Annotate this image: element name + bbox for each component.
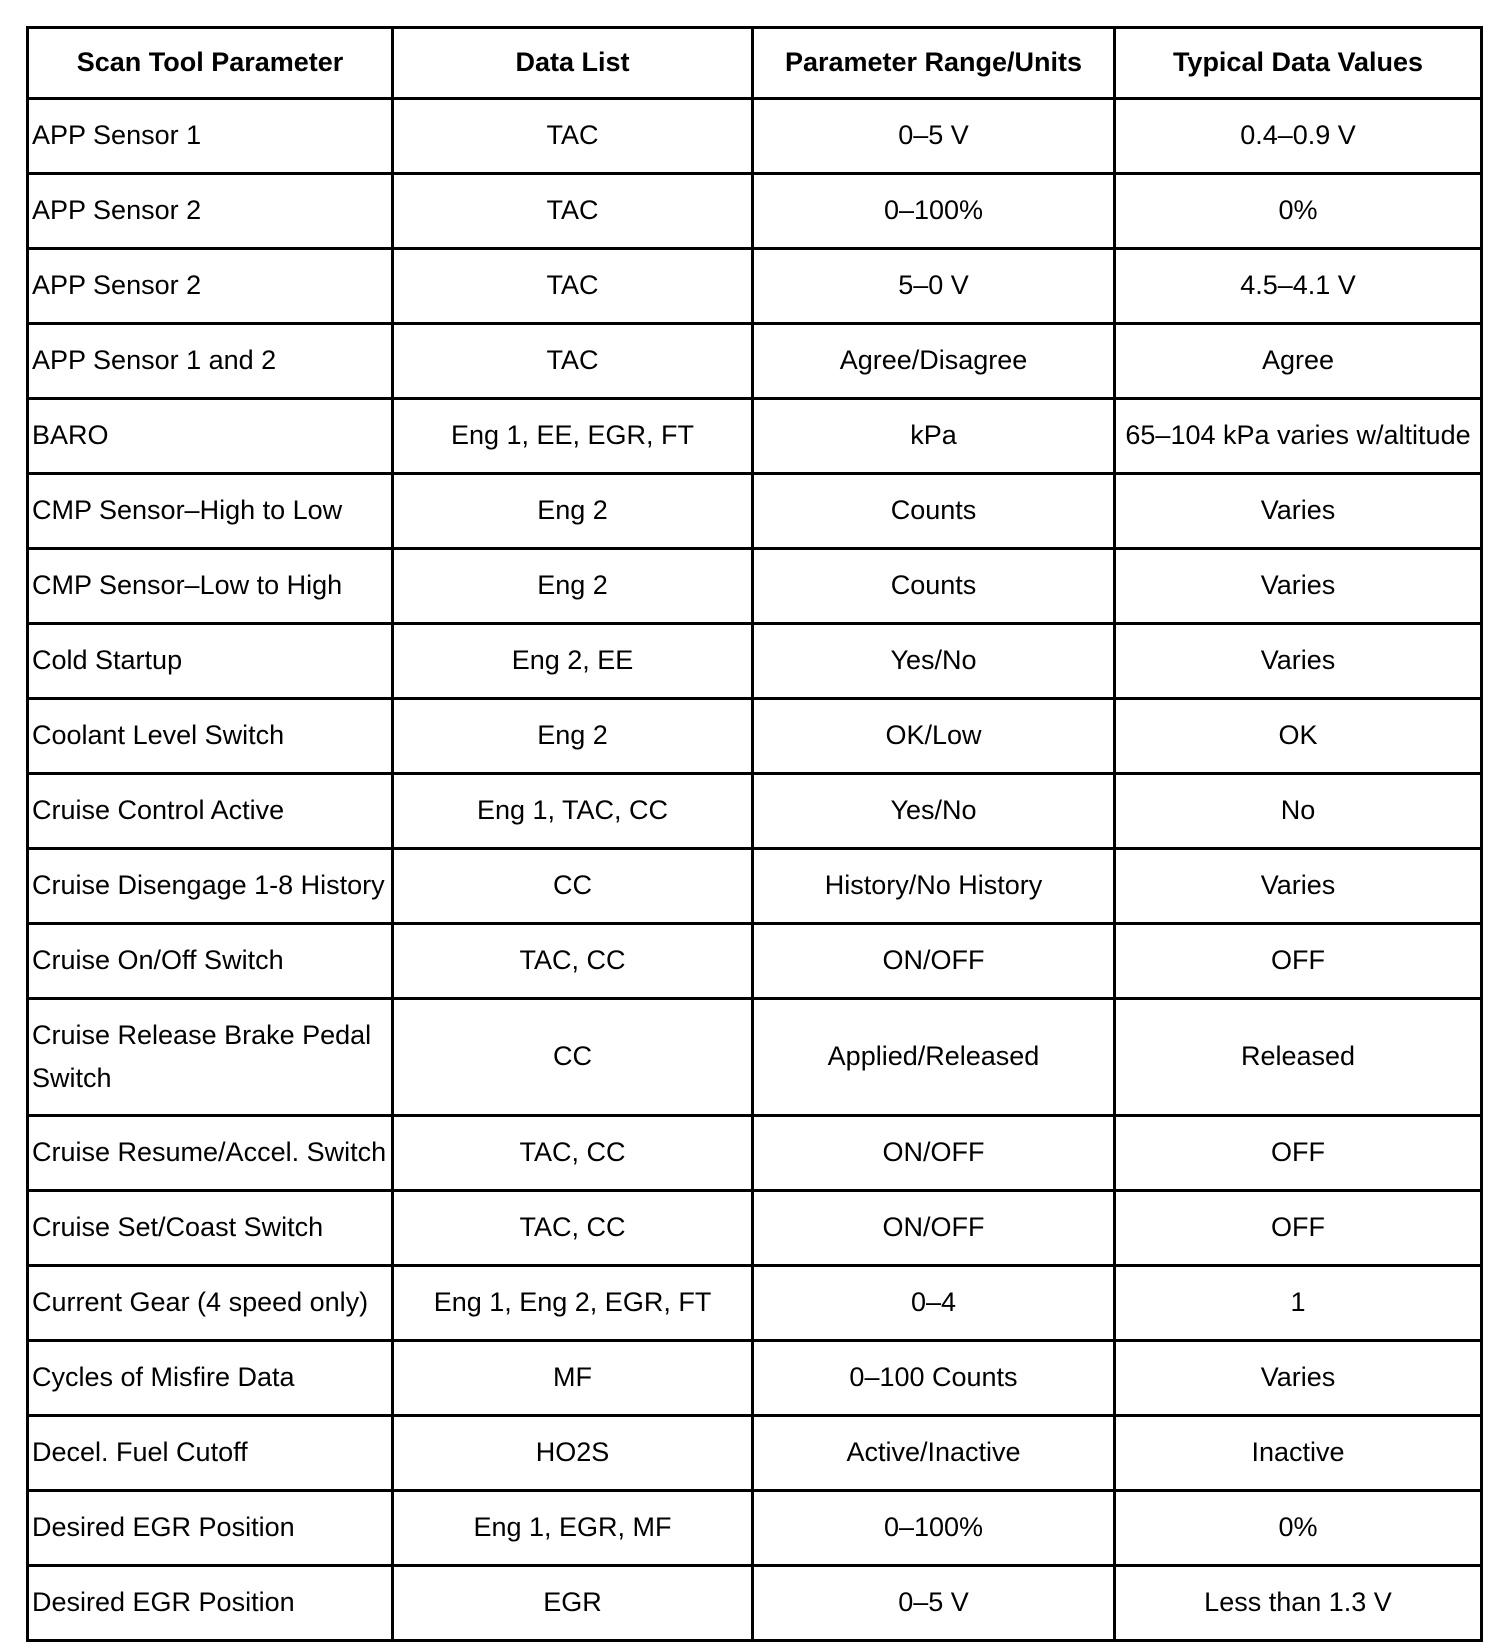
cell-range-units: 0–100 Counts bbox=[753, 1341, 1115, 1416]
cell-typical-value: Varies bbox=[1115, 474, 1482, 549]
cell-data-list: TAC bbox=[393, 249, 753, 324]
cell-data-list: TAC, CC bbox=[393, 1191, 753, 1266]
cell-data-list: TAC bbox=[393, 174, 753, 249]
cell-range-units: ON/OFF bbox=[753, 924, 1115, 999]
cell-parameter: APP Sensor 1 and 2 bbox=[28, 324, 393, 399]
cell-data-list: Eng 1, EE, EGR, FT bbox=[393, 399, 753, 474]
cell-typical-value: 65–104 kPa varies w/altitude bbox=[1115, 399, 1482, 474]
cell-typical-value: OK bbox=[1115, 699, 1482, 774]
cell-parameter: Cruise On/Off Switch bbox=[28, 924, 393, 999]
cell-parameter: Desired EGR Position bbox=[28, 1491, 393, 1566]
cell-typical-value: 0.4–0.9 V bbox=[1115, 99, 1482, 174]
cell-typical-value: 0% bbox=[1115, 1491, 1482, 1566]
table-row bbox=[28, 249, 1482, 324]
cell-range-units: 5–0 V bbox=[753, 249, 1115, 324]
cell-parameter: Current Gear (4 speed only) bbox=[28, 1266, 393, 1341]
cell-typical-value: Inactive bbox=[1115, 1416, 1482, 1491]
scan-tool-parameter-table bbox=[26, 26, 1483, 1642]
cell-typical-value: Varies bbox=[1115, 549, 1482, 624]
cell-parameter: Decel. Fuel Cutoff bbox=[28, 1416, 393, 1491]
table-row bbox=[28, 1116, 1482, 1191]
cell-range-units: Yes/No bbox=[753, 624, 1115, 699]
cell-range-units: Yes/No bbox=[753, 774, 1115, 849]
table-row bbox=[28, 174, 1482, 249]
cell-range-units: kPa bbox=[753, 399, 1115, 474]
cell-range-units: History/No History bbox=[753, 849, 1115, 924]
cell-parameter: CMP Sensor–Low to High bbox=[28, 549, 393, 624]
table-row bbox=[28, 1266, 1482, 1341]
table-row bbox=[28, 624, 1482, 699]
table-row bbox=[28, 324, 1482, 399]
cell-data-list: MF bbox=[393, 1341, 753, 1416]
cell-data-list: Eng 1, Eng 2, EGR, FT bbox=[393, 1266, 753, 1341]
header-typical-data-values: Typical Data Values bbox=[1115, 28, 1482, 99]
header-scan-tool-parameter: Scan Tool Parameter bbox=[28, 28, 393, 99]
table-row bbox=[28, 549, 1482, 624]
header-data-list: Data List bbox=[393, 28, 753, 99]
cell-data-list: TAC, CC bbox=[393, 924, 753, 999]
cell-range-units: ON/OFF bbox=[753, 1116, 1115, 1191]
table-row bbox=[28, 1491, 1482, 1566]
table-row bbox=[28, 1341, 1482, 1416]
cell-data-list: TAC bbox=[393, 99, 753, 174]
cell-range-units: Agree/Disagree bbox=[753, 324, 1115, 399]
cell-data-list: TAC bbox=[393, 324, 753, 399]
cell-parameter: Cruise Resume/Accel. Switch bbox=[28, 1116, 393, 1191]
cell-data-list: TAC, CC bbox=[393, 1116, 753, 1191]
table-row bbox=[28, 699, 1482, 774]
cell-parameter: Coolant Level Switch bbox=[28, 699, 393, 774]
cell-parameter: Cold Startup bbox=[28, 624, 393, 699]
cell-range-units: 0–100% bbox=[753, 174, 1115, 249]
cell-typical-value: Varies bbox=[1115, 849, 1482, 924]
cell-typical-value: Varies bbox=[1115, 1341, 1482, 1416]
table-row bbox=[28, 99, 1482, 174]
cell-range-units: Applied/Released bbox=[753, 999, 1115, 1116]
cell-typical-value: No bbox=[1115, 774, 1482, 849]
table-row bbox=[28, 774, 1482, 849]
cell-data-list: CC bbox=[393, 849, 753, 924]
header-parameter-range-units: Parameter Range/Units bbox=[753, 28, 1115, 99]
cell-range-units: 0–5 V bbox=[753, 1566, 1115, 1641]
cell-data-list: EGR bbox=[393, 1566, 753, 1641]
cell-typical-value: Released bbox=[1115, 999, 1482, 1116]
cell-range-units: Counts bbox=[753, 549, 1115, 624]
table-row bbox=[28, 474, 1482, 549]
table-row bbox=[28, 1416, 1482, 1491]
cell-parameter: Desired EGR Position bbox=[28, 1566, 393, 1641]
cell-range-units: OK/Low bbox=[753, 699, 1115, 774]
table-row bbox=[28, 999, 1482, 1116]
cell-data-list: CC bbox=[393, 999, 753, 1116]
cell-range-units: 0–100% bbox=[753, 1491, 1115, 1566]
cell-range-units: 0–5 V bbox=[753, 99, 1115, 174]
cell-data-list: Eng 1, TAC, CC bbox=[393, 774, 753, 849]
cell-typical-value: Less than 1.3 V bbox=[1115, 1566, 1482, 1641]
cell-data-list: Eng 2 bbox=[393, 549, 753, 624]
cell-typical-value: OFF bbox=[1115, 924, 1482, 999]
cell-range-units: Active/Inactive bbox=[753, 1416, 1115, 1491]
cell-range-units: Counts bbox=[753, 474, 1115, 549]
cell-parameter: Cruise Control Active bbox=[28, 774, 393, 849]
cell-parameter: CMP Sensor–High to Low bbox=[28, 474, 393, 549]
cell-data-list: HO2S bbox=[393, 1416, 753, 1491]
cell-data-list: Eng 2, EE bbox=[393, 624, 753, 699]
table-row bbox=[28, 1566, 1482, 1641]
cell-parameter: Cruise Set/Coast Switch bbox=[28, 1191, 393, 1266]
cell-parameter: APP Sensor 2 bbox=[28, 249, 393, 324]
cell-parameter: Cruise Disengage 1-8 History bbox=[28, 849, 393, 924]
cell-data-list: Eng 1, EGR, MF bbox=[393, 1491, 753, 1566]
table-row bbox=[28, 849, 1482, 924]
cell-range-units: 0–4 bbox=[753, 1266, 1115, 1341]
table-body bbox=[28, 99, 1482, 1641]
cell-parameter: APP Sensor 2 bbox=[28, 174, 393, 249]
cell-range-units: ON/OFF bbox=[753, 1191, 1115, 1266]
cell-parameter: APP Sensor 1 bbox=[28, 99, 393, 174]
cell-typical-value: 4.5–4.1 V bbox=[1115, 249, 1482, 324]
cell-data-list: Eng 2 bbox=[393, 474, 753, 549]
cell-typical-value: Agree bbox=[1115, 324, 1482, 399]
cell-parameter: BARO bbox=[28, 399, 393, 474]
table-row bbox=[28, 1191, 1482, 1266]
cell-typical-value: OFF bbox=[1115, 1191, 1482, 1266]
header-row bbox=[28, 28, 1482, 99]
cell-parameter: Cycles of Misfire Data bbox=[28, 1341, 393, 1416]
table-row bbox=[28, 399, 1482, 474]
cell-data-list: Eng 2 bbox=[393, 699, 753, 774]
cell-typical-value: 1 bbox=[1115, 1266, 1482, 1341]
cell-typical-value: OFF bbox=[1115, 1116, 1482, 1191]
cell-parameter: Cruise Release Brake Pedal Switch bbox=[28, 999, 393, 1116]
cell-typical-value: 0% bbox=[1115, 174, 1482, 249]
table-row bbox=[28, 924, 1482, 999]
cell-typical-value: Varies bbox=[1115, 624, 1482, 699]
